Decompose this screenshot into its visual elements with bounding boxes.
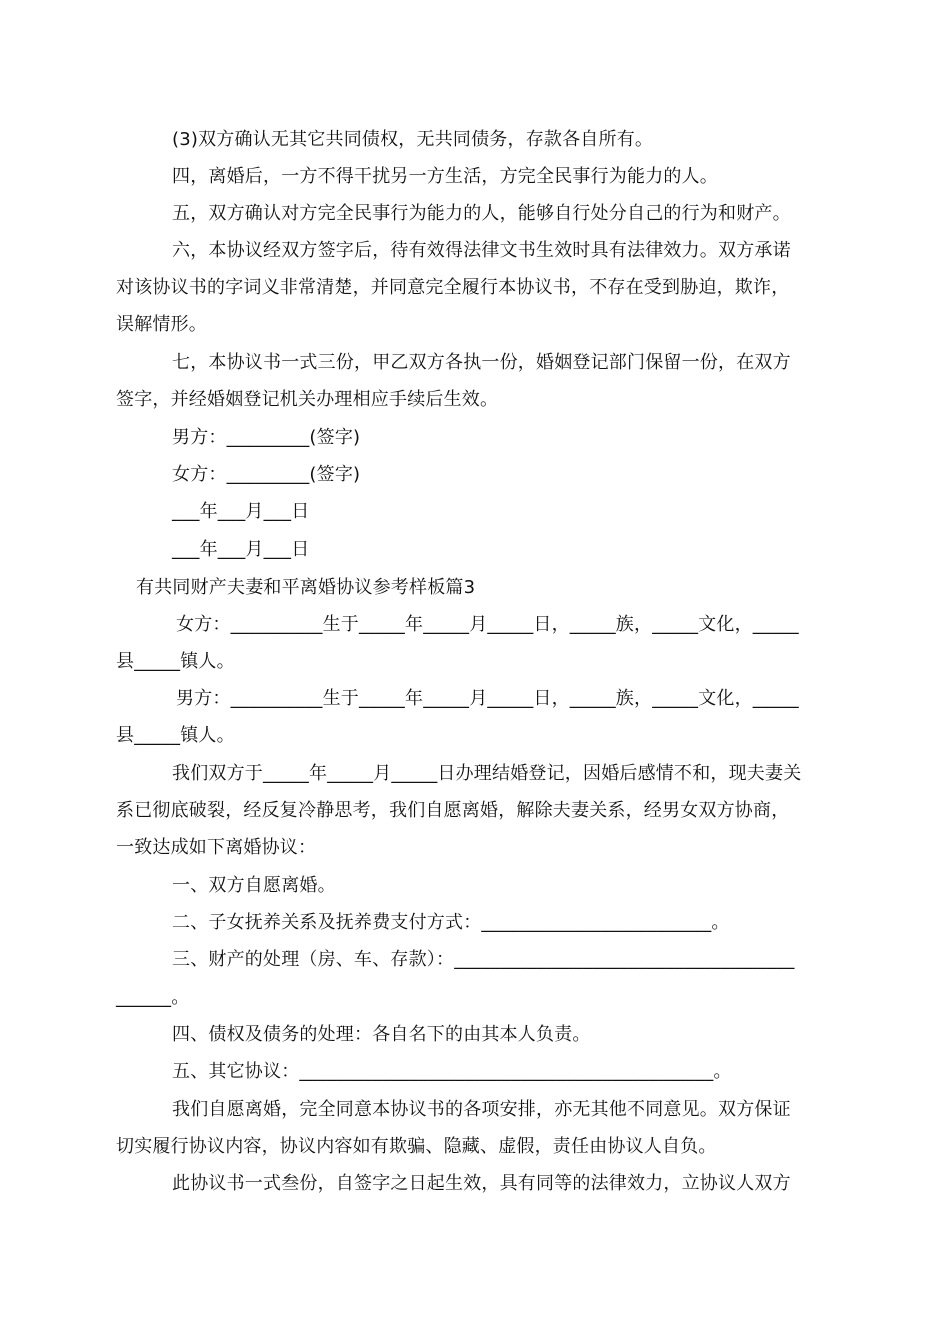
clause-4: 四，离婚后，一方不得干扰另一方生活，方完全民事行为能力的人。 xyxy=(172,166,718,187)
item-2: 二、子女抚养关系及抚养费支付方式：_________________________。 xyxy=(172,912,730,933)
female-signature-line: 女方：_________(签字) xyxy=(172,464,361,485)
section-heading: 有共同财产夫妻和平离婚协议参考样板篇3 xyxy=(136,577,476,598)
clause-7-line-2: 签字，并经婚姻登记机关办理相应手续后生效。 xyxy=(116,389,499,410)
item-3-line-1: 三、财产的处理（房、车、存款）：_____________________________________ xyxy=(172,949,795,970)
intro-line-1: 我们双方于_____年_____月_____日办理结婚登记，因婚后感情不和，现夫妻关 xyxy=(172,763,802,784)
female-info-line-2: 县_____镇人。 xyxy=(116,651,235,672)
item-1: 一、双方自愿离婚。 xyxy=(172,875,336,896)
item-5: 五、其它协议：_____________________________________________。 xyxy=(172,1061,732,1082)
clause-6-line-2: 对该协议书的字词义非常清楚，并同意完全履行本协议书，不存在受到胁迫，欺诈， xyxy=(116,277,790,298)
item-4: 四、债权及债务的处理：各自名下的由其本人负责。 xyxy=(172,1024,591,1045)
clause-6-line-3: 误解情形。 xyxy=(116,314,207,335)
closing-line-2: 切实履行协议内容，协议内容如有欺骗、隐藏、虚假，责任由协议人自负。 xyxy=(116,1136,717,1157)
clause-5: 五，双方确认对方完全民事行为能力的人，能够自行处分自己的行为和财产。 xyxy=(172,203,791,224)
intro-line-2: 系已彻底破裂，经反复冷静思考，我们自愿离婚，解除夫妻关系，经男女双方协商， xyxy=(116,800,790,821)
male-signature-line: 男方：_________(签字) xyxy=(172,427,361,448)
clause-6-line-1: 六，本协议经双方签字后，待有效得法律文书生效时具有法律效力。双方承诺 xyxy=(172,240,791,261)
closing-line-3: 此协议书一式叁份，自签字之日起生效，具有同等的法律效力，立协议人双方 xyxy=(172,1173,791,1194)
clause-3-3: (3)双方确认无其它共同债权，无共同债务，存款各自所有。 xyxy=(172,129,654,150)
male-info-line-2: 县_____镇人。 xyxy=(116,725,235,746)
female-info-line-1: 女方：__________生于_____年_____月_____日，_____族，_____文化，_____ xyxy=(176,614,799,635)
clause-7-line-1: 七，本协议书一式三份，甲乙双方各执一份，婚姻登记部门保留一份，在双方 xyxy=(172,352,791,373)
date-line-2: ___年___月___日 xyxy=(172,539,310,560)
male-info-line-1: 男方：__________生于_____年_____月_____日，_____族，_____文化，_____ xyxy=(176,688,799,709)
date-line-1: ___年___月___日 xyxy=(172,501,310,522)
intro-line-3: 一致达成如下离婚协议： xyxy=(116,837,317,858)
item-3-line-2: ______。 xyxy=(116,987,190,1008)
closing-line-1: 我们自愿离婚，完全同意本协议书的各项安排，亦无其他不同意见。双方保证 xyxy=(172,1099,791,1120)
